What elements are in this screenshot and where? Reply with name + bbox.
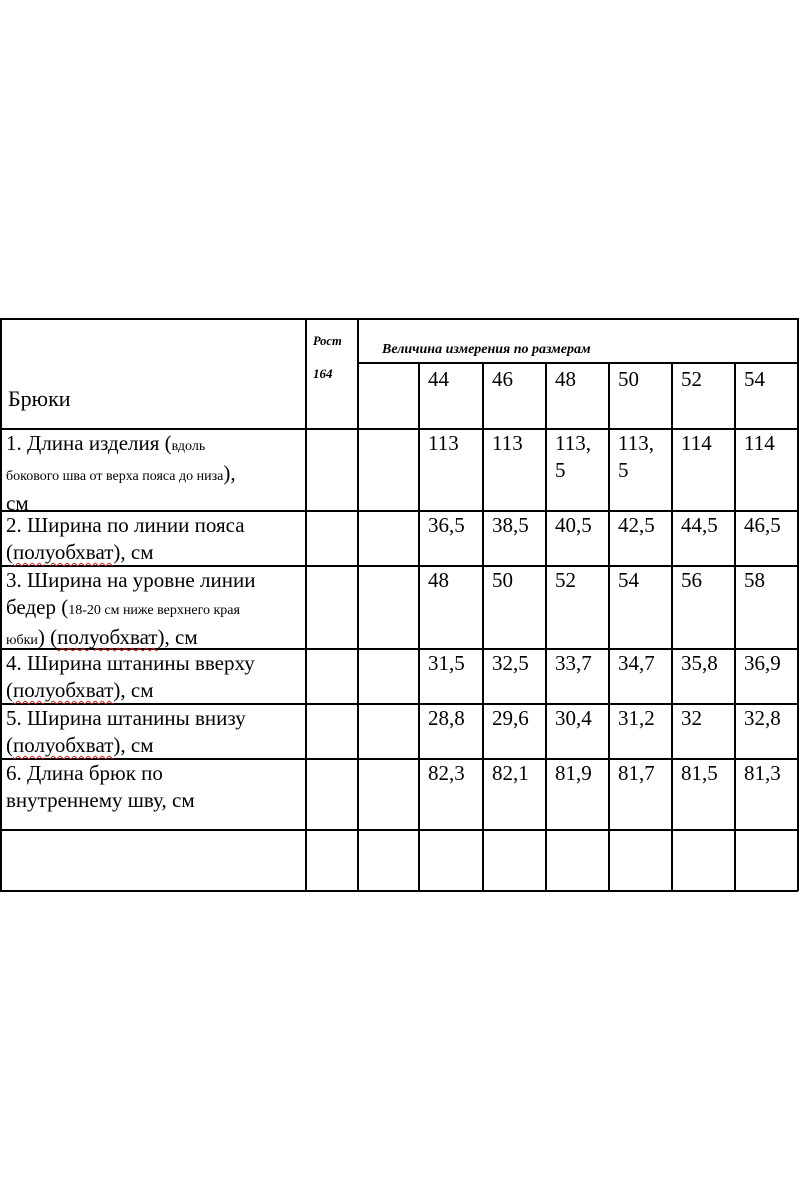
table-border-top <box>0 318 798 320</box>
table-cell: 46,5 <box>744 513 781 537</box>
row-label-part: 3. Ширина на уровне линии <box>6 568 256 592</box>
table-rule <box>305 318 307 891</box>
table-cell: 54 <box>618 568 639 592</box>
row-label-part: полуобхват <box>13 540 114 564</box>
table-cell: 34,7 <box>618 651 655 675</box>
row-label-part: 18-20 см ниже верхнего края <box>68 603 240 618</box>
table-cell: 56 <box>681 568 702 592</box>
measure-header: Величина измерения по размерам <box>382 342 591 357</box>
table-cell: 81,3 <box>744 761 781 785</box>
table-cell: 113 <box>428 431 459 455</box>
row-label-part: ), см <box>157 625 198 649</box>
table-rule <box>482 362 484 891</box>
row-label-part: ), см <box>113 540 154 564</box>
row-label-part: бокового шва от верха пояса до низа <box>6 469 224 484</box>
table-cell: 42,5 <box>618 513 655 537</box>
table-border-right <box>797 318 799 891</box>
table-cell: 32 <box>681 706 702 730</box>
rost-label: Рост <box>313 334 342 348</box>
table-cell: 58 <box>744 568 765 592</box>
row-label-part: бедер ( <box>6 595 69 619</box>
table-cell: 113, 5 <box>555 431 591 482</box>
table-cell: 31,2 <box>618 706 655 730</box>
table-cell: 32,8 <box>744 706 781 730</box>
table-cell: 113 <box>492 431 523 455</box>
size-header-46: 46 <box>492 367 513 391</box>
row-label-part: 6. Длина брюк по <box>6 761 163 785</box>
table-cell: 29,6 <box>492 706 529 730</box>
table-cell: 52 <box>555 568 576 592</box>
table-rule <box>734 362 736 891</box>
table-cell: 28,8 <box>428 706 465 730</box>
table-border-bottom <box>0 890 798 892</box>
row-label <box>6 760 302 814</box>
size-header-52: 52 <box>681 367 702 391</box>
row-label <box>6 512 302 566</box>
table-rule <box>358 362 798 364</box>
size-header-44: 44 <box>428 367 449 391</box>
row-label-part: 5. Ширина штанины внизу <box>6 706 246 730</box>
row-label-part: ) ( <box>37 625 58 649</box>
table-cell: 114 <box>744 431 775 455</box>
table-cell: 82,1 <box>492 761 529 785</box>
row-label-part: 1. Длина изделия ( <box>6 431 172 455</box>
table-cell: 35,8 <box>681 651 718 675</box>
table-border-left <box>0 318 2 891</box>
table-rule <box>671 362 673 891</box>
row-label-part: вдоль <box>171 439 206 454</box>
rost-value: 164 <box>313 366 333 381</box>
table-cell: 38,5 <box>492 513 529 537</box>
table-cell: 81,7 <box>618 761 655 785</box>
table-rule <box>0 829 798 831</box>
table-cell: 114 <box>681 431 712 455</box>
row-label-part: полуобхват <box>13 678 114 702</box>
row-label-part: см <box>6 491 29 515</box>
row-label-part: полуобхват <box>57 625 158 649</box>
row-label-part: 4. Ширина штанины вверху <box>6 651 255 675</box>
table-cell: 50 <box>492 568 513 592</box>
table-rule <box>418 362 420 891</box>
table-cell: 81,9 <box>555 761 592 785</box>
row-label-part: ( <box>6 540 13 564</box>
table-cell: 48 <box>428 568 449 592</box>
table-cell: 32,5 <box>492 651 529 675</box>
table-cell: 33,7 <box>555 651 592 675</box>
row-label-part: 2. Ширина по линии пояса <box>6 513 245 537</box>
table-cell: 36,9 <box>744 651 781 675</box>
row-label-part: юбки <box>6 633 38 648</box>
table-cell: 113, 5 <box>618 431 654 482</box>
row-label-part: ), см <box>113 733 154 757</box>
table-cell: 40,5 <box>555 513 592 537</box>
table-rule <box>545 362 547 891</box>
table-rule <box>608 362 610 891</box>
row-label-part: ), <box>223 461 236 485</box>
size-header-50: 50 <box>618 367 639 391</box>
row-label <box>6 567 302 654</box>
row-label-part: ( <box>6 678 13 702</box>
row-label <box>6 430 302 517</box>
table-cell: 81,5 <box>681 761 718 785</box>
table-cell: 31,5 <box>428 651 465 675</box>
row-label <box>6 650 302 704</box>
size-header-54: 54 <box>744 367 765 391</box>
row-label-part: ( <box>6 733 13 757</box>
row-label-part: полуобхват <box>13 733 114 757</box>
size-header-48: 48 <box>555 367 576 391</box>
table-cell: 44,5 <box>681 513 718 537</box>
row-label <box>6 705 302 759</box>
table-cell: 30,4 <box>555 706 592 730</box>
table-rule <box>357 318 359 891</box>
table-cell: 82,3 <box>428 761 465 785</box>
table-title: Брюки <box>8 386 71 411</box>
row-label-part: ), см <box>113 678 154 702</box>
table-cell: 36,5 <box>428 513 465 537</box>
row-label-part: внутреннему шву, см <box>6 788 195 812</box>
